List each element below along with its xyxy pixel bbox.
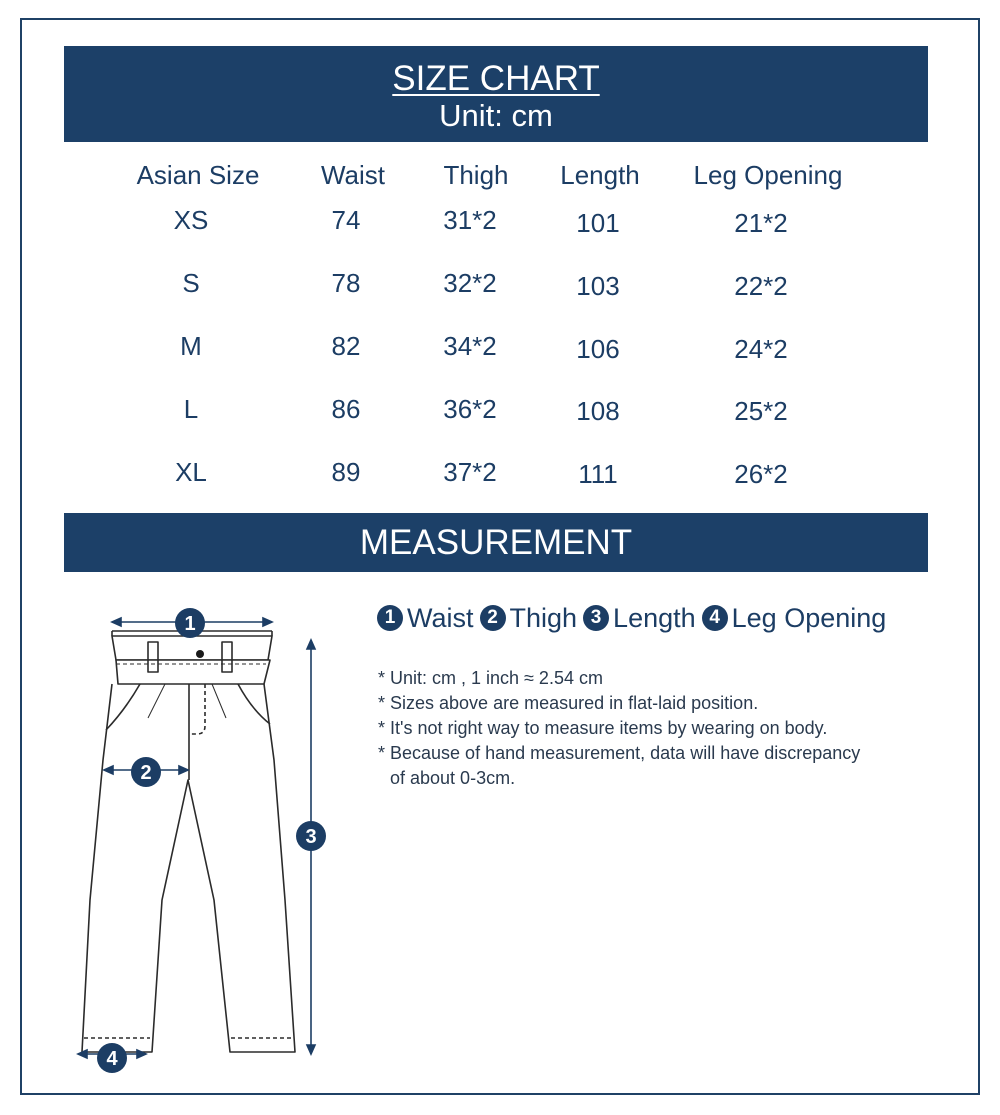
size-cell: XS	[173, 205, 209, 235]
thigh-cell: 34*2	[443, 331, 497, 361]
length-cell: 106	[576, 334, 620, 364]
thigh-cell: 37*2	[443, 457, 497, 487]
leg-opening-cell: 24*2	[734, 334, 788, 364]
size-cell: S	[182, 268, 200, 298]
leg-opening-cell: 22*2	[734, 271, 788, 301]
length-cell: 103	[576, 271, 620, 301]
marker-length	[296, 821, 326, 851]
waist-cell: 74	[331, 205, 361, 235]
note-line: * Unit: cm , 1 inch ≈ 2.54 cm	[378, 668, 603, 688]
marker-waist	[175, 608, 205, 638]
legend-number-4: 4	[702, 605, 728, 631]
length-cell: 111	[578, 459, 618, 489]
pants-diagram	[0, 580, 360, 1080]
legend-number-1: 1	[377, 605, 403, 631]
size-cell: XL	[175, 457, 207, 487]
size-chart-title: SIZE CHART	[392, 59, 600, 98]
legend-label-thigh: Thigh	[509, 602, 578, 633]
legend-number-2: 2	[480, 605, 506, 631]
legend-label-waist: Waist	[407, 602, 474, 633]
marker-leg-opening	[97, 1043, 127, 1073]
size-cell: L	[183, 394, 199, 424]
measurement-notes	[378, 666, 958, 791]
svg-text:4: 4	[106, 1048, 118, 1070]
length-cell: 108	[576, 396, 620, 426]
svg-text:1: 1	[184, 613, 196, 635]
leg-opening-cell: 25*2	[734, 396, 788, 426]
button-icon	[196, 650, 204, 658]
size-chart-header	[64, 46, 928, 142]
column-header-waist: Waist	[320, 160, 386, 190]
leg-opening-cell: 21*2	[734, 208, 788, 238]
legend-label-leg-opening: Leg Opening	[731, 602, 887, 633]
note-line: * Sizes above are measured in flat-laid position.	[378, 693, 759, 713]
unit-label: Unit: cm	[439, 98, 553, 133]
marker-thigh	[131, 757, 161, 787]
column-header-asian-size: Asian Size	[136, 160, 260, 190]
column-header-leg-opening: Leg Opening	[693, 160, 843, 190]
note-line: * Because of hand measurement, data will have discrepancy	[378, 743, 861, 763]
svg-text:2: 2	[140, 762, 152, 784]
column-header-thigh: Thigh	[443, 160, 509, 190]
length-cell: 101	[576, 208, 620, 238]
measurement-title: MEASUREMENT	[359, 523, 633, 562]
legend-label-length: Length	[613, 602, 696, 633]
legend-number-3: 3	[583, 605, 609, 631]
note-line: * It's not right way to measure items by wearing on body.	[378, 718, 828, 738]
waist-cell: 82	[331, 331, 361, 361]
thigh-cell: 31*2	[443, 205, 497, 235]
thigh-cell: 32*2	[443, 268, 497, 298]
measurement-legend	[377, 600, 892, 636]
leg-opening-cell: 26*2	[734, 459, 788, 489]
svg-text:3: 3	[305, 826, 317, 848]
column-header-length: Length	[560, 160, 640, 190]
waist-cell: 86	[331, 394, 361, 424]
note-line: of about 0-3cm.	[390, 768, 516, 788]
waist-cell: 78	[331, 268, 361, 298]
measurement-header	[64, 513, 928, 572]
size-cell: M	[180, 331, 202, 361]
waist-cell: 89	[331, 457, 361, 487]
thigh-cell: 36*2	[443, 394, 497, 424]
